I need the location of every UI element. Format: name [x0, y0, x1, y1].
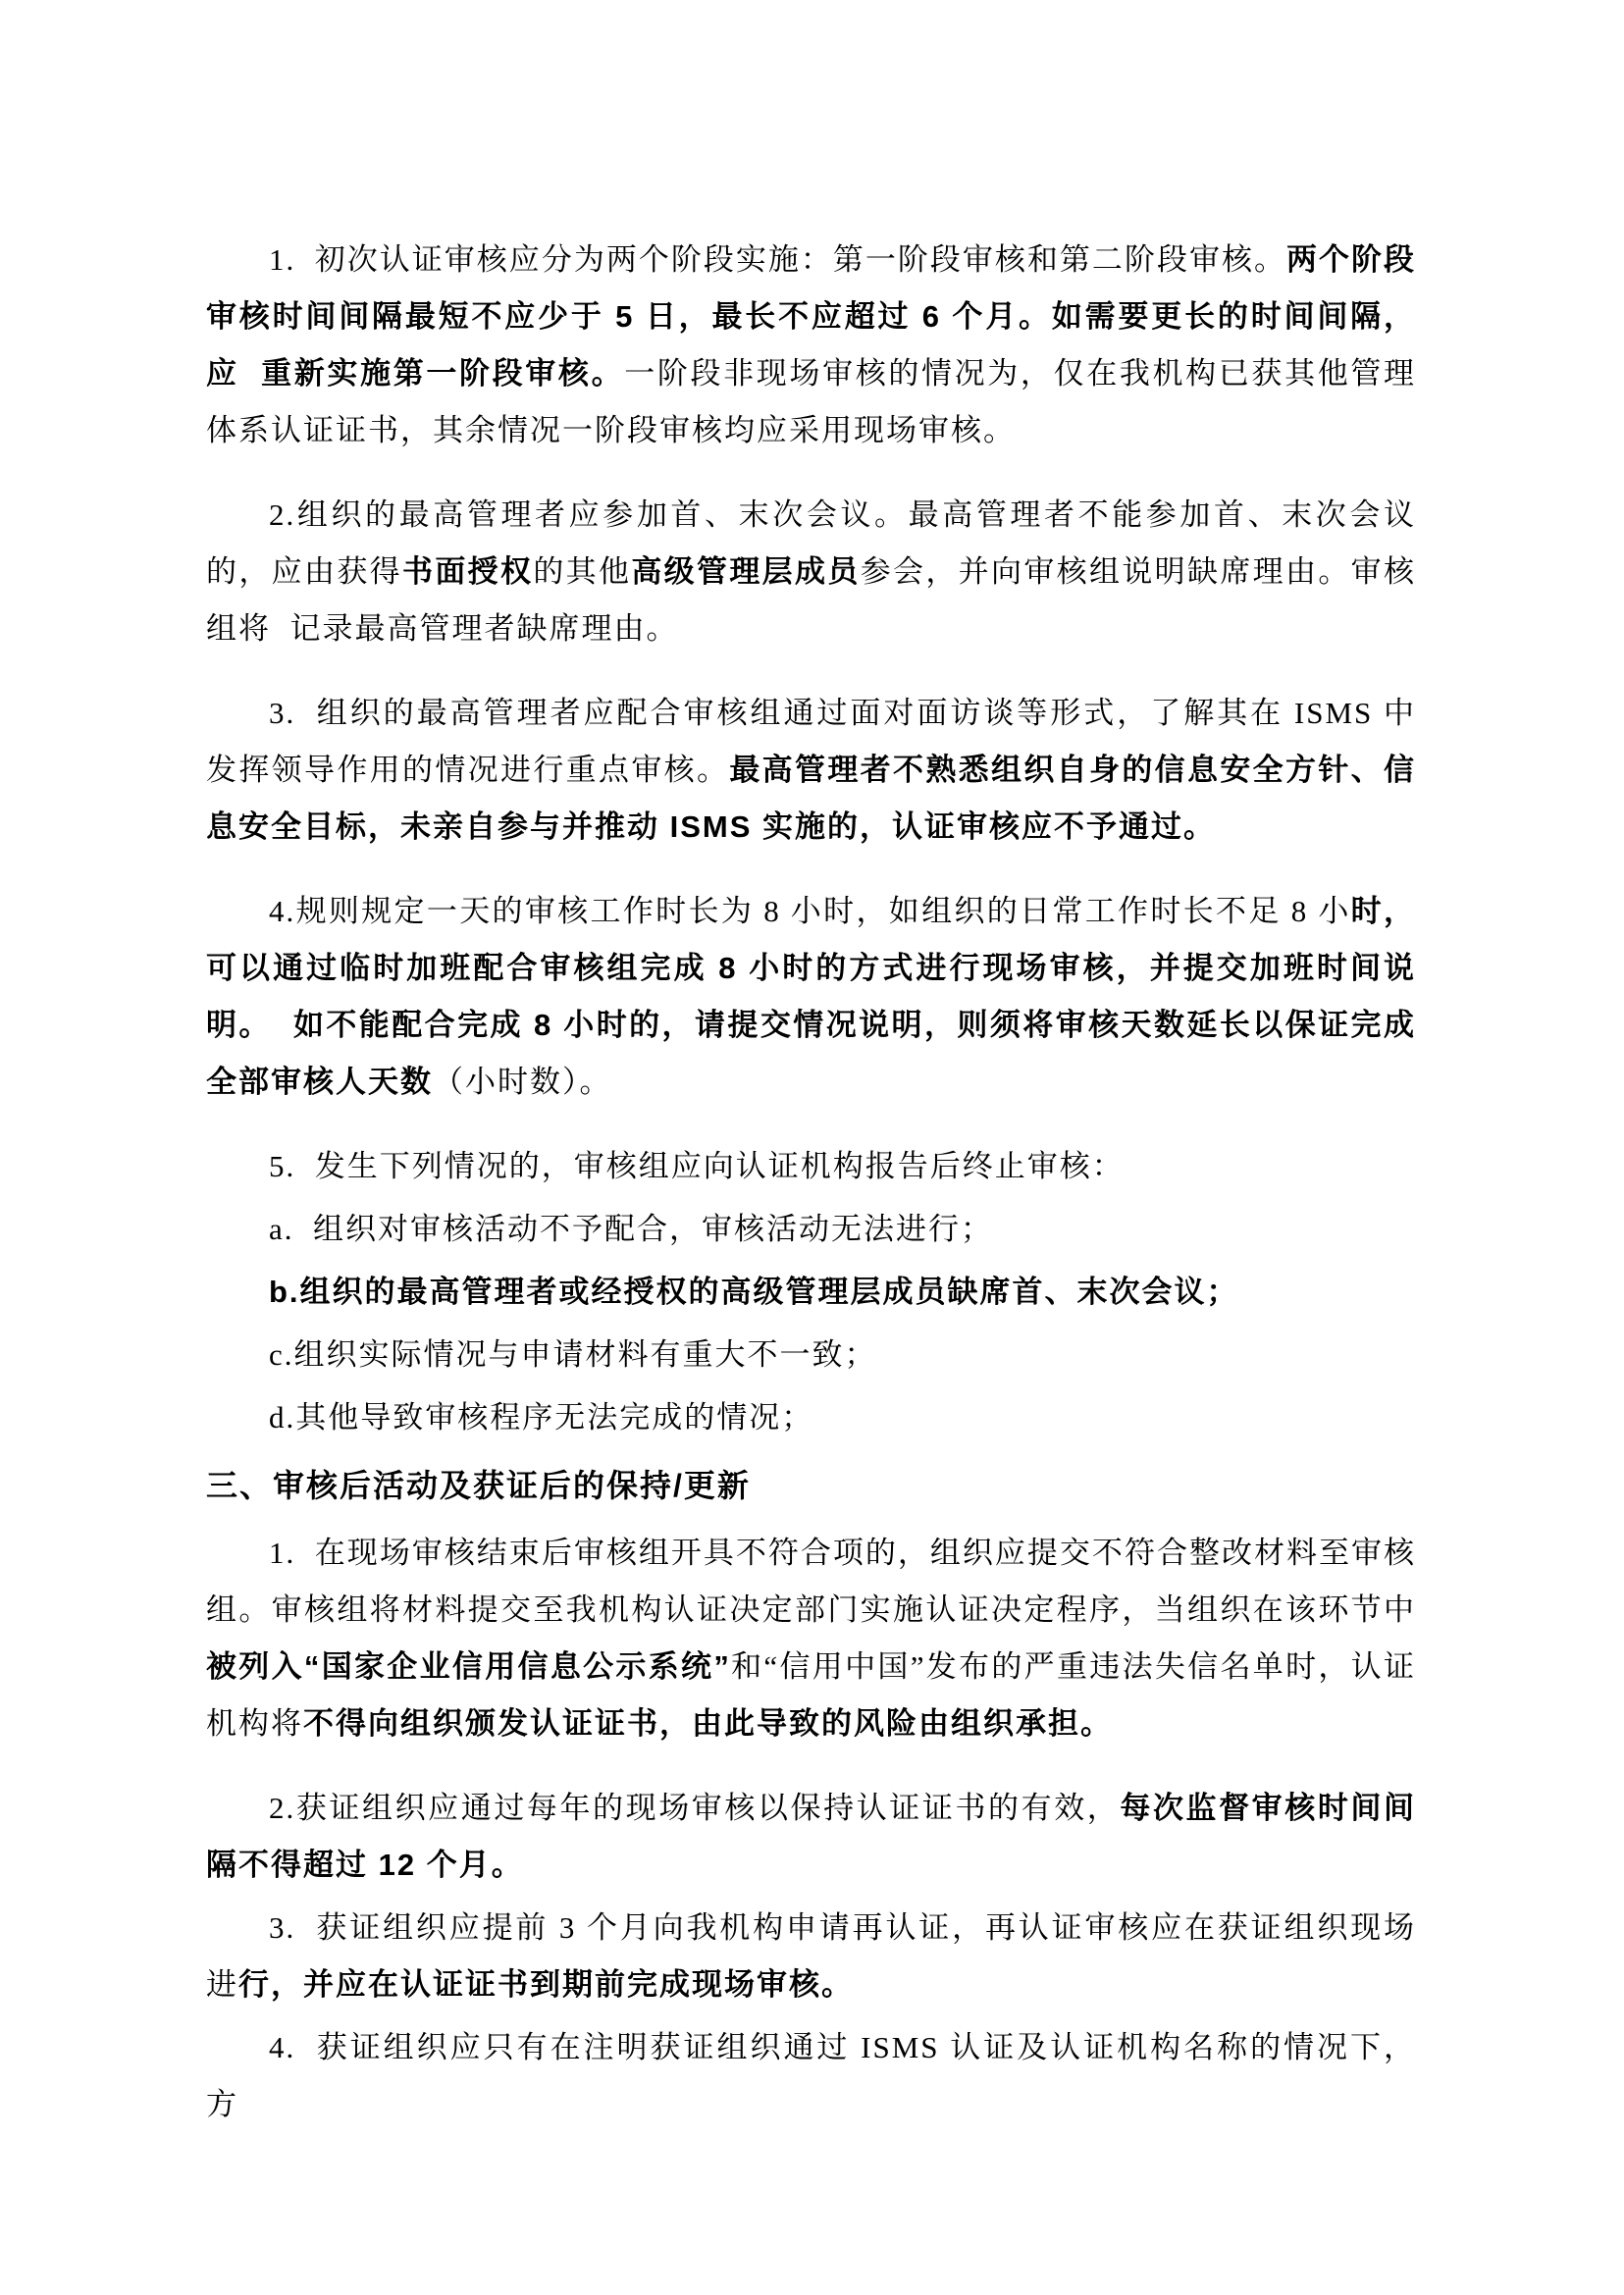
heading-text: 三、审核后活动及获证后的保持/更新 [206, 1468, 751, 1503]
list-item-d [206, 1389, 1416, 1446]
text-run-bold: 最高管理者不熟悉组织自身的信息安全方针、信息安全目标，未亲自参与并推动 ISMS 实施的，认证审核应不予通过。 [206, 753, 1417, 844]
list-item-b [206, 1264, 1416, 1321]
text-run: d.其他导致审核程序无法完成的情况； [269, 1400, 814, 1434]
text-run: a. 组织对审核活动不予配合，审核活动无法进行； [269, 1212, 994, 1246]
section-3-heading [206, 1456, 1416, 1515]
text-run: 和“信用中国”发布的严重违法失信名单时，认证机构将 [206, 1649, 1416, 1741]
text-run-bold: 高级管理层成员 [631, 554, 861, 589]
text-run: （小时数）。 [433, 1065, 612, 1099]
text-run: 的其他 [533, 554, 632, 589]
text-run-bold: 两个阶段审核时间间隔最短不应少于 5 日，最长不应超过 6 个月。如需要更长的时间间隔，应 重新实施第一阶段审核。 [206, 242, 1417, 391]
text-run: 4. 获证组织应只有在注明获证组织通过 ISMS 认证及认证机构名称的情况下，方 [206, 2030, 1416, 2121]
text-run: 3. 组织的最高管理者应配合审核组通过面对面访谈等形式，了解其在 ISMS 中发挥领导作用的情况进行重点审核。 [206, 696, 1416, 787]
para-3-leadership-interview [206, 685, 1416, 856]
text-run: 参会，并向审核组说明缺席理由。审核组将 记录最高管理者缺席理由。 [206, 554, 1417, 646]
text-run: 一阶段非现场审核的情况为，仅在我机构已获其他管理体系认证证书，其余情况一阶段审核均应采用现场审核。 [206, 356, 1416, 447]
text-run: 2.获证组织应通过每年的现场审核以保持认证证书的有效， [269, 1791, 1121, 1825]
text-run: 5. 发生下列情况的，审核组应向认证机构报告后终止审核： [269, 1149, 1125, 1183]
text-run: 4.规则规定一天的审核工作时长为 8 小时，如组织的日常工作时长不足 8 小 [269, 894, 1351, 928]
text-run: 2.组织的最高管理者应参加首、末次会议。最高管理者不能参加首、末次会议的，应由获得 [206, 497, 1416, 589]
text-run-bold: 被列入“国家企业信用信息公示系统” [206, 1649, 731, 1684]
text-run-bold: 每次监督审核时间间 隔不得超过 12 个月。 [206, 1791, 1427, 1882]
text-run-bold: 行，并应在认证证书到期前完成现场审核。 [238, 1967, 854, 2002]
para-5-termination-conditions [206, 1138, 1416, 1195]
text-run-bold: 书面授权 [402, 554, 534, 589]
list-item-a [206, 1201, 1416, 1258]
para-2-top-management-meetings [206, 487, 1416, 657]
para-s3-3-recertification [206, 1900, 1416, 2013]
text-run: 3. 获证组织应提前 3 个月向我机构申请再认证，再认证审核应在获证组织现场进 [206, 1910, 1416, 2002]
para-1-initial-audit-stages [206, 232, 1416, 459]
para-s3-4-certification-reference [206, 2019, 1416, 2133]
list-item-c [206, 1327, 1416, 1383]
text-run-bold: 时，可以通过临时加班配合审核组完成 8 小时的方式进行现场审核，并提交加班时间说明。 如不能配合完成 8 小时的，请提交情况说明，则须将审核天数延长以保证完成全部审核人天数 [206, 894, 1416, 1099]
para-4-audit-work-hours [206, 883, 1416, 1111]
text-run: 1. 在现场审核结束后审核组开具不符合项的，组织应提交不符合整改材料至审核组。审核组将材料提交至我机构认证决定部门实施认证决定程序，当组织在该环节中 [206, 1536, 1436, 1627]
text-run-bold: b.组织的最高管理者或经授权的高级管理层成员缺席首、末次会议； [269, 1275, 1239, 1309]
text-run: c.组织实际情况与申请材料有重大不一致； [269, 1337, 877, 1372]
para-s3-2-annual-surveillance [206, 1780, 1427, 1894]
text-run: 1. 初次认证审核应分为两个阶段实施：第一阶段审核和第二阶段审核。 [269, 242, 1286, 277]
para-s3-1-nonconformity-credit-blacklist [206, 1525, 1436, 1752]
text-run-bold: 不得向组织颁发认证证书，由此导致的风险由组织承担。 [303, 1706, 1113, 1741]
